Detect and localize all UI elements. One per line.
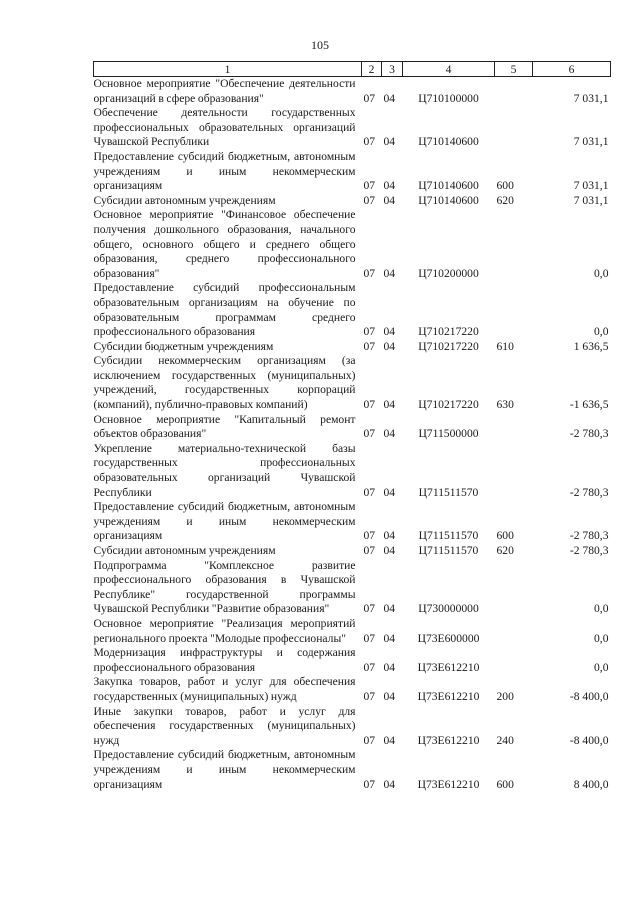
row-target-code: Ц710217220 xyxy=(418,325,479,339)
row-target-code: Ц711511570 xyxy=(418,485,479,499)
row-expense-type xyxy=(495,559,533,617)
row-section: 07 xyxy=(363,135,376,149)
row-section: 07 xyxy=(363,339,376,353)
row-amount: 0,0 xyxy=(594,325,609,339)
row-expense-type xyxy=(495,617,533,646)
row-name: Субсидии бюджетным учреждениям xyxy=(93,339,274,353)
row-section: 07 xyxy=(363,529,376,543)
table-row xyxy=(94,150,611,194)
row-target-code: Ц710217220 xyxy=(418,339,479,353)
row-section: 07 xyxy=(363,427,376,441)
row-section: 07 xyxy=(363,689,376,703)
header-cell-4: 4 xyxy=(403,62,495,77)
row-section: 07 xyxy=(363,733,376,747)
row-section: 07 xyxy=(363,544,376,557)
row-name: Укрепление материально-технической базы государственных профессиональных образовательных организаций Чувашской Республики xyxy=(93,441,356,499)
row-expense-type xyxy=(495,281,533,339)
row-subsection: 04 xyxy=(383,266,396,280)
header-cell-2: 2 xyxy=(362,62,382,77)
row-amount: -2 780,3 xyxy=(569,544,609,557)
row-amount: 8 400,0 xyxy=(573,777,609,791)
row-subsection: 04 xyxy=(383,91,396,105)
row-amount: 0,0 xyxy=(594,602,609,616)
row-target-code: Ц710217220 xyxy=(418,398,479,412)
table-row xyxy=(94,617,611,646)
table-row xyxy=(94,208,611,281)
row-expense-type: 600 xyxy=(496,179,514,193)
table-row xyxy=(94,646,611,675)
row-section: 07 xyxy=(363,485,376,499)
row-target-code: Ц710140600 xyxy=(418,179,479,193)
row-subsection: 04 xyxy=(383,733,396,747)
table-row xyxy=(94,340,611,355)
row-section: 07 xyxy=(363,91,376,105)
row-amount: 1 636,5 xyxy=(573,339,609,353)
budget-table xyxy=(93,61,611,792)
row-target-code: Ц73Е612210 xyxy=(417,689,480,703)
row-expense-type xyxy=(495,442,533,500)
row-amount: 7 031,1 xyxy=(573,91,609,105)
table-row xyxy=(94,354,611,412)
header-cell-1: 1 xyxy=(94,62,362,77)
row-subsection: 04 xyxy=(383,689,396,703)
row-amount: 0,0 xyxy=(594,266,609,280)
row-name: Основное мероприятие "Финансовое обеспечение получения дошкольного образования, начального общего, основного общего и среднего общего образования, среднего профессионального образования" xyxy=(93,208,356,280)
row-subsection: 04 xyxy=(383,602,396,616)
table-row xyxy=(94,413,611,442)
row-name: Обеспечение деятельности государственных профессиональных образовательных организаций Чувашской Республики xyxy=(93,106,356,149)
row-subsection: 04 xyxy=(383,193,396,207)
row-expense-type: 620 xyxy=(496,193,514,207)
row-expense-type xyxy=(495,106,533,150)
row-amount: 0,0 xyxy=(594,660,609,674)
row-name: Основное мероприятие "Реализация мероприятий регионального проекта "Молодые профессионалы" xyxy=(93,616,356,645)
row-expense-type xyxy=(495,77,533,107)
header-cell-3: 3 xyxy=(382,62,403,77)
row-name: Предоставление субсидий бюджетным, автономным учреждениям и иным некоммерческим организациям xyxy=(93,748,356,791)
row-expense-type: 630 xyxy=(496,398,514,412)
row-target-code: Ц710100000 xyxy=(418,91,479,105)
row-amount: 7 031,1 xyxy=(573,179,609,193)
row-amount: 7 031,1 xyxy=(573,193,609,207)
row-amount: -1 636,5 xyxy=(569,398,609,412)
table-row xyxy=(94,500,611,544)
row-section: 07 xyxy=(363,179,376,193)
row-name: Модернизация инфраструктуры и содержания профессионального образования xyxy=(93,646,356,674)
row-target-code: Ц710200000 xyxy=(418,266,479,280)
row-name: Основное мероприятие "Капитальный ремонт объектов образования" xyxy=(93,412,356,441)
page-number: 105 xyxy=(311,38,329,52)
table-body xyxy=(94,77,611,793)
row-name: Субсидии автономным учреждениям xyxy=(93,193,276,207)
table-row xyxy=(94,748,611,792)
row-amount: -8 400,0 xyxy=(569,733,609,747)
row-subsection: 04 xyxy=(383,135,396,149)
row-target-code: Ц711500000 xyxy=(418,427,479,441)
row-subsection: 04 xyxy=(383,660,396,674)
row-expense-type: 620 xyxy=(496,544,514,557)
table-row xyxy=(94,106,611,150)
row-subsection: 04 xyxy=(383,325,396,339)
row-expense-type xyxy=(495,646,533,675)
row-subsection: 04 xyxy=(383,398,396,412)
row-section: 07 xyxy=(363,325,376,339)
table-row xyxy=(94,442,611,500)
table-row xyxy=(94,194,611,209)
row-amount: -8 400,0 xyxy=(569,689,609,703)
row-expense-type: 600 xyxy=(496,529,514,543)
row-expense-type: 240 xyxy=(496,733,514,747)
row-subsection: 04 xyxy=(383,427,396,441)
row-amount: -2 780,3 xyxy=(569,529,609,543)
row-name: Субсидии некоммерческим организациям (за исключением государственных (муниципальных) учреждений, государственных корпораций (компаний), публично-правовых компаний) xyxy=(93,354,356,412)
row-name: Закупка товаров, работ и услуг для обеспечения государственных (муниципальных) нужд xyxy=(93,675,356,703)
row-expense-type xyxy=(495,208,533,281)
table-row xyxy=(94,544,611,559)
row-subsection: 04 xyxy=(383,544,396,557)
row-section: 07 xyxy=(363,631,376,645)
table-row xyxy=(94,675,611,704)
row-name: Предоставление субсидий бюджетным, автономным учреждениям и иным некоммерческим организациям xyxy=(93,149,356,193)
row-section: 07 xyxy=(363,193,376,207)
header-cell-6: 6 xyxy=(533,62,611,77)
row-amount: 7 031,1 xyxy=(573,135,609,149)
row-expense-type: 610 xyxy=(496,339,514,353)
row-name: Предоставление субсидий бюджетным, автономным учреждениям и иным некоммерческим организациям xyxy=(93,500,356,543)
table-row xyxy=(94,77,611,107)
row-target-code: Ц730000000 xyxy=(418,602,479,616)
row-expense-type: 600 xyxy=(496,777,514,791)
row-subsection: 04 xyxy=(383,777,396,791)
row-name: Подпрограмма "Комплексное развитие профессионального образования в Чувашской Республике" государственной программы Чувашской Республики "Развитие образования" xyxy=(93,558,356,616)
row-section: 07 xyxy=(363,777,376,791)
row-amount: 0,0 xyxy=(594,631,609,645)
row-amount: -2 780,3 xyxy=(569,485,609,499)
table-row xyxy=(94,559,611,617)
row-expense-type: 200 xyxy=(496,689,514,703)
row-subsection: 04 xyxy=(383,529,396,543)
row-target-code: Ц73Е600000 xyxy=(417,631,480,645)
row-section: 07 xyxy=(363,398,376,412)
table-row xyxy=(94,281,611,339)
row-section: 07 xyxy=(363,266,376,280)
row-amount: -2 780,3 xyxy=(569,427,609,441)
row-subsection: 04 xyxy=(383,485,396,499)
row-name: Предоставление субсидий профессиональным образовательным организациям на обучение по образовательным программам среднего профессионального образования xyxy=(93,281,356,339)
row-name: Субсидии автономным учреждениям xyxy=(93,544,276,557)
row-name: Иные закупки товаров, работ и услуг для обеспечения государственных (муниципальных) нужд xyxy=(93,704,356,747)
row-section: 07 xyxy=(363,660,376,674)
header-cell-5: 5 xyxy=(495,62,533,77)
row-target-code: Ц711511570 xyxy=(418,529,479,543)
row-name: Основное мероприятие "Обеспечение деятельности организаций в сфере образования" xyxy=(93,77,356,105)
row-target-code: Ц710140600 xyxy=(418,135,479,149)
row-target-code: Ц73Е612210 xyxy=(417,733,480,747)
row-subsection: 04 xyxy=(383,179,396,193)
row-subsection: 04 xyxy=(383,631,396,645)
row-target-code: Ц710140600 xyxy=(418,193,479,207)
row-target-code: Ц73Е612210 xyxy=(417,660,480,674)
table-header xyxy=(94,62,611,77)
row-section: 07 xyxy=(363,602,376,616)
row-target-code: Ц711511570 xyxy=(418,544,479,557)
table-row xyxy=(94,705,611,749)
row-target-code: Ц73Е612210 xyxy=(417,777,480,791)
row-expense-type xyxy=(495,413,533,442)
row-subsection: 04 xyxy=(383,339,396,353)
